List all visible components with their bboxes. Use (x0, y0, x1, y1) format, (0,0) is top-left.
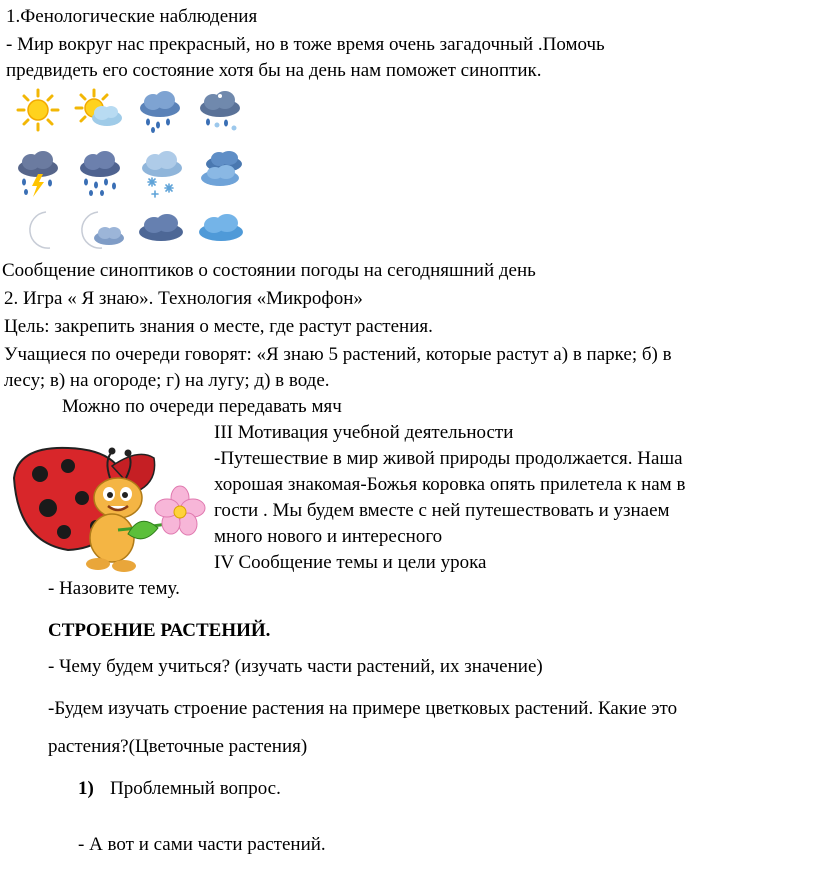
ladybug-illustration (8, 438, 208, 580)
task-text-line1: Учащиеся по очереди говорят: «Я знаю 5 растений, которые растут а) в парке; б) в (4, 344, 672, 365)
intro-text-line1: - Мир вокруг нас прекрасный, но в тоже время очень загадочный .Помочь (6, 34, 605, 55)
lesson-topic: СТРОЕНИЕ РАСТЕНИЙ. (48, 620, 271, 641)
cloud-snow-rain-icon (196, 88, 244, 134)
section3-heading: III Мотивация учебной деятельности (214, 422, 514, 443)
study-text-line1: -Будем изучать строение растения на примере цветковых растений. Какие это (48, 698, 678, 719)
learning-question: - Чему будем учиться? (изучать части растений, их значение) (48, 656, 543, 677)
forecast-message: Сообщение синоптиков о состоянии погоды на сегодняшний день (2, 260, 536, 281)
section1-heading: 1.Фенологические наблюдения (6, 6, 258, 27)
list-item-number: 1) (78, 778, 94, 799)
section2-heading: 2. Игра « Я знаю». Технология «Микрофон» (4, 288, 363, 309)
motivation-line2: хорошая знакомая-Божья коровка опять прилетела к нам в (214, 474, 686, 495)
motivation-line1: -Путешествие в мир живой природы продолжается. Наша (214, 448, 683, 469)
motivation-line4: много нового и интересного (214, 526, 443, 547)
ball-note: Можно по очереди передавать мяч (62, 396, 342, 417)
motivation-line3: гости . Мы будем вместе с ней путешествовать и узнаем (214, 500, 670, 521)
problem-question: Проблемный вопрос. (110, 778, 281, 799)
task-text-line2: лесу; в) на огороде; г) на лугу; д) в воде. (4, 370, 330, 391)
study-text-line2: растения?(Цветочные растения) (48, 736, 308, 757)
cloud-heavy-rain-icon (76, 150, 124, 198)
goal-text: Цель: закрепить знания о месте, где растут растения. (4, 316, 433, 337)
moon-cloud-icon (76, 208, 126, 252)
sun-cloud-icon (74, 88, 124, 132)
section4-heading: IV Сообщение темы и цели урока (214, 552, 487, 573)
plant-parts-text: - А вот и сами части растений. (78, 834, 326, 855)
sun-icon (16, 88, 60, 132)
moon-icon (20, 208, 60, 252)
intro-text-line2: предвидеть его состояние хотя бы на день нам поможет синоптик. (6, 60, 542, 81)
double-cloud-icon (198, 150, 246, 190)
cloud-rain-icon (136, 88, 184, 134)
light-cloud-icon (196, 212, 246, 244)
thunderstorm-icon (14, 150, 62, 198)
name-topic-prompt: - Назовите тему. (48, 578, 180, 599)
cloud-snowflakes-icon (138, 150, 186, 198)
dark-cloud-icon (136, 212, 186, 244)
